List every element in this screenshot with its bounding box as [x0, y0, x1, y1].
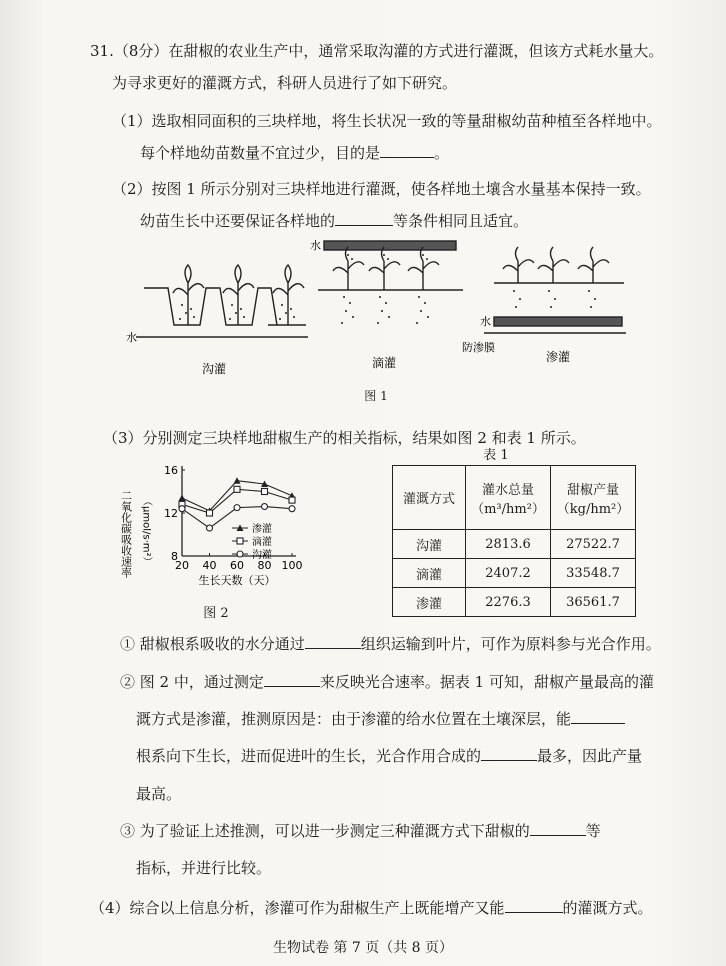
sub-q1-text: ① 甜椒根系吸收的水分通过 [120, 635, 305, 653]
chart-legend [232, 522, 272, 561]
chart-lines [179, 477, 296, 531]
part2-text: 幼苗生长中还要保证各样地的 [140, 212, 336, 230]
furrow-plant [173, 265, 204, 325]
sub-q2-line1 [120, 672, 654, 692]
sub-q2-line2-text: 溉方式是渗灌，推测原因是：由于渗灌的给水位置在土壤深层，能 [136, 710, 572, 728]
table-cell: 33548.7 [551, 559, 636, 588]
table-row [393, 588, 636, 617]
part2-line1: （2）按图 1 所示分别对三块样地进行灌溉，使各样地土壤含水量基本保持一致。 [112, 180, 651, 198]
table-cell: 2407.2 [466, 559, 551, 588]
seep-pipe [494, 317, 622, 326]
part4-end: 的灌溉方式。 [562, 899, 653, 917]
question-header: 31.（8分）在甜椒的农业生产中，通常采取沟灌的方式进行灌溉，但该方式耗水量大。 [90, 42, 664, 60]
water-label-furrow: 水 [126, 331, 137, 344]
x-tick-label: 40 [202, 559, 217, 572]
data-point [207, 525, 213, 531]
part3-line: （3）分别测定三块样地甜椒生产的相关指标，结果如图 2 和表 1 所示。 [103, 429, 586, 447]
sub-q3-text: ③ 为了验证上述推测，可以进一步测定三种灌溉方式下甜椒的 [120, 822, 530, 840]
drip-plant [333, 247, 364, 290]
sub-q3-end: 等 [585, 822, 601, 840]
water-label-drip: 水 [310, 239, 321, 252]
answer-blank-7[interactable] [530, 821, 586, 836]
sub-q2-text: ② 图 2 中，通过测定 [120, 673, 264, 691]
part4-text: （4）综合以上信息分析，渗灌可作为甜椒生产上既能增产又能 [90, 899, 505, 917]
seep-plant [503, 247, 534, 283]
y-tick-label: 12 [164, 507, 178, 520]
page-footer: 生物试卷 第 7 页（共 8 页） [272, 940, 454, 956]
table-cell: 沟灌 [393, 530, 466, 559]
data-point [207, 510, 213, 516]
furrow-plant [273, 265, 304, 325]
table-cell: 2276.3 [466, 588, 551, 617]
figure-2-chart [112, 458, 312, 608]
x-tick-label: 100 [281, 559, 303, 572]
legend-marker [237, 551, 243, 557]
part2-line2 [140, 211, 528, 231]
answer-blank-1[interactable] [380, 143, 434, 158]
answer-blank-4[interactable] [264, 672, 320, 687]
table-header [466, 466, 551, 530]
answer-blank-2[interactable] [335, 211, 393, 226]
table-row [393, 559, 636, 588]
sub-q1-end: 组织运输到叶片，可作为原料参与光合作用。 [360, 635, 661, 653]
drip-plant [369, 247, 400, 290]
figure-1 [118, 233, 638, 403]
table-1-title: 表 1 [483, 448, 509, 463]
furrow-plant [223, 265, 254, 325]
data-point [262, 489, 268, 495]
legend-label: 沟灌 [252, 550, 272, 561]
part1-text: 每个样地幼苗数量不宜过少，目的是 [140, 144, 381, 162]
chart-axes [164, 464, 303, 587]
x-tick-label: 80 [257, 559, 272, 572]
data-point [179, 506, 185, 512]
legend-label: 渗灌 [252, 524, 272, 535]
seep-plant [578, 247, 609, 283]
question-intro: 为寻求更好的灌溉方式，科研人员进行了如下研究。 [112, 74, 458, 92]
table-cell: 滴灌 [393, 559, 466, 588]
table-header: 灌溉方式 [393, 466, 466, 530]
table-cell: 2813.6 [466, 530, 551, 559]
sub-q2-line3-end: 最多，因此产量 [537, 747, 643, 765]
table-header-row [393, 466, 636, 530]
sub-q2-line2 [136, 709, 625, 729]
data-point [179, 494, 186, 501]
answer-blank-6[interactable] [481, 746, 537, 761]
data-point [262, 504, 268, 510]
table-row [393, 530, 636, 559]
part1-line2 [140, 143, 449, 163]
chart-ylabel-unit: （μmol/s·m²） [140, 496, 152, 567]
answer-blank-5[interactable] [571, 709, 625, 724]
chart-xlabel: 生长天数（天） [198, 574, 276, 587]
sub-q2-line3 [136, 746, 642, 766]
table-header-label: 甜椒产量 [566, 482, 619, 498]
part2-end: 等条件相同且适宜。 [393, 212, 529, 230]
sub-q2-line3-text: 根系向下生长，进而促进叶的生长，光合作用合成的 [136, 747, 482, 765]
table-header-label: 灌水总量 [481, 482, 534, 498]
seep-label: 渗灌 [546, 350, 571, 364]
seep-plant [538, 247, 569, 283]
membrane-label: 防渗膜 [462, 341, 495, 354]
answer-blank-8[interactable] [505, 898, 563, 913]
part4-line [90, 898, 653, 918]
sub-q2-line4: 最高。 [136, 785, 182, 803]
sub-q2-end: 来反映光合速率。据表 1 可知，甜椒产量最高的灌 [319, 673, 654, 691]
sub-q3-line1 [120, 821, 601, 841]
data-point [289, 497, 295, 503]
legend-label: 滴灌 [252, 537, 272, 548]
drip-pipe [324, 241, 456, 250]
furrow-label: 沟灌 [202, 362, 227, 376]
table-1 [392, 465, 636, 617]
part1-end: 。 [434, 144, 450, 162]
legend-marker [237, 538, 243, 544]
table-header-unit: （kg/hm²） [556, 501, 630, 517]
water-label-seep: 水 [480, 315, 491, 328]
table-header-unit: （m³/hm²） [471, 501, 545, 517]
part1-line1: （1）选取相同面积的三块样地，将生长状况一致的等量甜椒幼苗种植至各样地中。 [112, 112, 662, 130]
x-tick-label: 20 [175, 559, 189, 572]
data-point [234, 486, 240, 492]
drip-label: 滴灌 [372, 356, 397, 370]
table-cell: 36561.7 [551, 588, 636, 617]
figure-2-caption: 图 2 [203, 606, 229, 621]
chart-ylabel: 二氧化碳吸收速率 [119, 490, 133, 578]
sub-q1 [120, 634, 661, 654]
table-cell: 27522.7 [551, 530, 636, 559]
x-tick-label: 60 [230, 559, 244, 572]
table-cell: 渗灌 [393, 588, 466, 617]
answer-blank-3[interactable] [305, 634, 361, 649]
y-tick-label: 16 [164, 464, 178, 477]
drip-plant [408, 247, 439, 290]
table-header [551, 466, 636, 530]
figure-1-caption: 图 1 [364, 389, 388, 403]
data-point [234, 505, 240, 511]
y-tick-label: 8 [171, 550, 178, 563]
sub-q3-line2: 指标，并进行比较。 [136, 859, 272, 877]
data-point [289, 506, 295, 512]
furrow-soil-outline [144, 288, 306, 325]
